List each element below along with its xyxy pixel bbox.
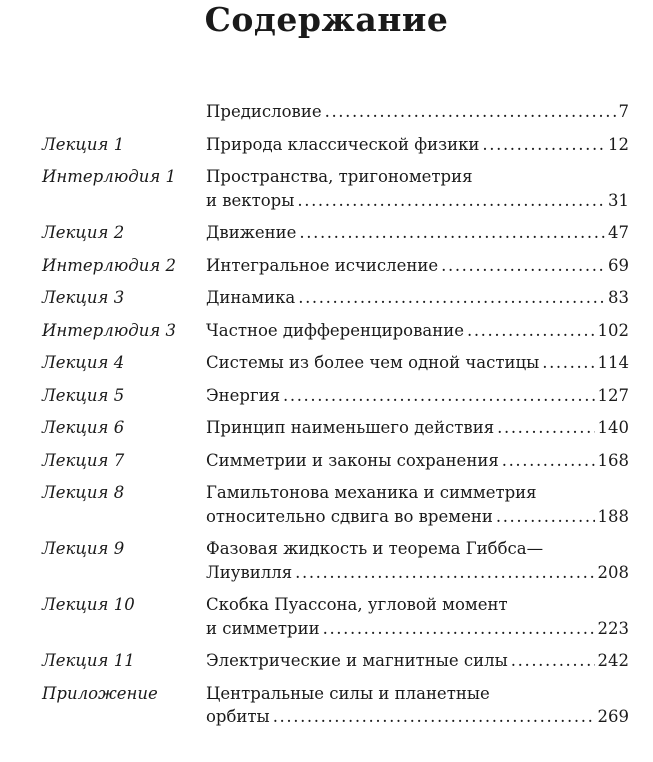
toc-entry-last-line [206,384,629,408]
toc-entry-label: Интерлюдия 3 [42,320,177,340]
page-title: Содержание [204,0,449,39]
toc-entry-title-line: Движение [206,223,297,242]
page-number: 31 [608,190,629,210]
toc-entry-last-line [206,505,629,529]
toc-entry-last-line [206,100,629,124]
toc-entry-title-line: Принцип наименьшего действия [206,418,495,437]
toc-entry[interactable] [42,537,629,584]
toc-entry-label: Интерлюдия 1 [42,167,177,186]
toc-entry[interactable] [42,416,629,440]
toc-entry-last-line [206,649,629,673]
page-number: 7 [618,102,629,121]
toc-entry-last-line [206,561,629,585]
toc-entry-body [206,593,629,640]
page-number: 114 [597,353,629,372]
toc-entry-title-line: Лиувилля [206,562,293,582]
toc-entry[interactable] [42,165,629,212]
toc-entry-title-line: и векторы [206,190,295,210]
dot-leader [496,505,595,529]
toc-entry[interactable] [42,481,629,528]
toc-entry[interactable] [42,100,629,124]
toc-entry-title-line: Энергия [206,385,281,405]
page-number: 140 [597,418,629,437]
dot-leader [325,100,616,124]
toc-entry[interactable] [42,286,629,310]
toc-entry-body [206,416,629,440]
toc-entry-title-line: Интегральное исчисление [206,255,439,275]
toc-entry-title-line: орбиты [206,707,270,726]
toc-entry-body [206,682,629,729]
toc-entry-label: Лекция 3 [42,288,125,307]
toc-entry-label: Лекция 4 [42,353,125,372]
toc-entry-body [206,351,629,375]
toc-entry-last-line [206,189,629,213]
toc-entry-title-line: Центральные силы и планетные [206,683,490,703]
page-number: 188 [597,506,629,526]
toc-entry-title-line: Скобка Пуассона, угловой момент [206,595,508,614]
dot-leader [502,449,595,473]
toc-entry-body [206,319,629,343]
toc-entry-label: Лекция 9 [42,539,125,558]
toc-entry-title-line: Электрические и магнитные силы [206,651,508,670]
toc-entry-title-line: Природа классической физики [206,134,480,154]
page-number: 83 [608,288,629,307]
toc-entry-label: Лекция 10 [42,595,135,614]
page-number: 223 [597,618,629,638]
toc-entry[interactable] [42,351,629,375]
toc-entry-last-line [206,617,629,641]
toc-entry-body [206,254,629,278]
dot-leader [497,416,594,440]
dot-leader [298,286,605,310]
toc-entry-last-line [206,449,629,473]
toc-entry-label: Приложение [42,683,158,703]
toc-entry-title-line: Симметрии и законы сохранения [206,450,499,470]
toc-entry-title-line: Фазовая жидкость и теорема Гиббса— [206,539,544,558]
page-number: 168 [597,450,629,470]
toc-entry[interactable] [42,254,629,278]
page-number: 208 [597,562,629,582]
toc-entry[interactable] [42,133,629,157]
toc-entry-body [206,481,629,528]
toc-entry-body [206,537,629,584]
toc-entry-body [206,100,629,124]
page-number: 102 [597,320,629,340]
toc-entry-last-line [206,286,629,310]
dot-leader [441,254,605,278]
toc-entry-label: Интерлюдия 2 [42,255,177,275]
dot-leader [295,561,594,585]
page-number: 127 [597,385,629,405]
toc-entry[interactable] [42,384,629,408]
dot-leader [283,384,594,408]
toc-entry-title-line: Пространства, тригонометрия [206,167,473,186]
toc-entry-last-line [206,221,629,245]
dot-leader [542,351,594,375]
page-number: 12 [608,134,629,154]
toc-entry-label: Лекция 2 [42,223,125,242]
dot-leader [299,221,605,245]
page-number: 69 [608,255,629,275]
toc-entry[interactable] [42,319,629,343]
toc-entry-body [206,449,629,473]
toc-entry-label: Лекция 7 [42,450,125,470]
toc-entry-label: Лекция 8 [42,483,125,502]
toc-entry-last-line [206,705,629,729]
toc-entry-title-line: Гамильтонова механика и симметрия [206,483,537,502]
toc-entry[interactable] [42,682,629,729]
toc-entry-title-line: и симметрии [206,618,320,638]
toc-entry[interactable] [42,449,629,473]
dot-leader [323,617,595,641]
toc-entry-last-line [206,319,629,343]
dot-leader [482,133,605,157]
dot-leader [467,319,595,343]
toc-entry-title-line: относительно сдвига во времени [206,506,493,526]
toc-entry-title-line: Частное дифференцирование [206,320,464,340]
toc-entry[interactable] [42,221,629,245]
table-of-contents [42,100,629,738]
toc-entry-title-line: Системы из более чем одной частицы [206,353,540,372]
toc-entry-body [206,133,629,157]
toc-entry-last-line [206,254,629,278]
toc-entry-last-line [206,351,629,375]
dot-leader [297,189,605,213]
toc-entry-body [206,286,629,310]
toc-entry-label: Лекция 6 [42,418,125,437]
toc-entry-body [206,165,629,212]
toc-entry-label [42,100,206,124]
page-number: 269 [597,707,629,726]
toc-entry-last-line [206,416,629,440]
toc-entry-label: Лекция 5 [42,385,125,405]
toc-entry-body [206,221,629,245]
dot-leader [273,705,595,729]
dot-leader [511,649,595,673]
toc-entry[interactable] [42,649,629,673]
page-number: 47 [608,223,629,242]
toc-entry[interactable] [42,593,629,640]
toc-entry-body [206,649,629,673]
toc-entry-title-line: Предисловие [206,102,322,121]
toc-entry-title-line: Динамика [206,288,296,307]
page-number: 242 [597,651,629,670]
toc-entry-body [206,384,629,408]
toc-entry-label: Лекция 11 [42,651,135,670]
toc-entry-last-line [206,133,629,157]
toc-entry-label: Лекция 1 [42,134,125,154]
